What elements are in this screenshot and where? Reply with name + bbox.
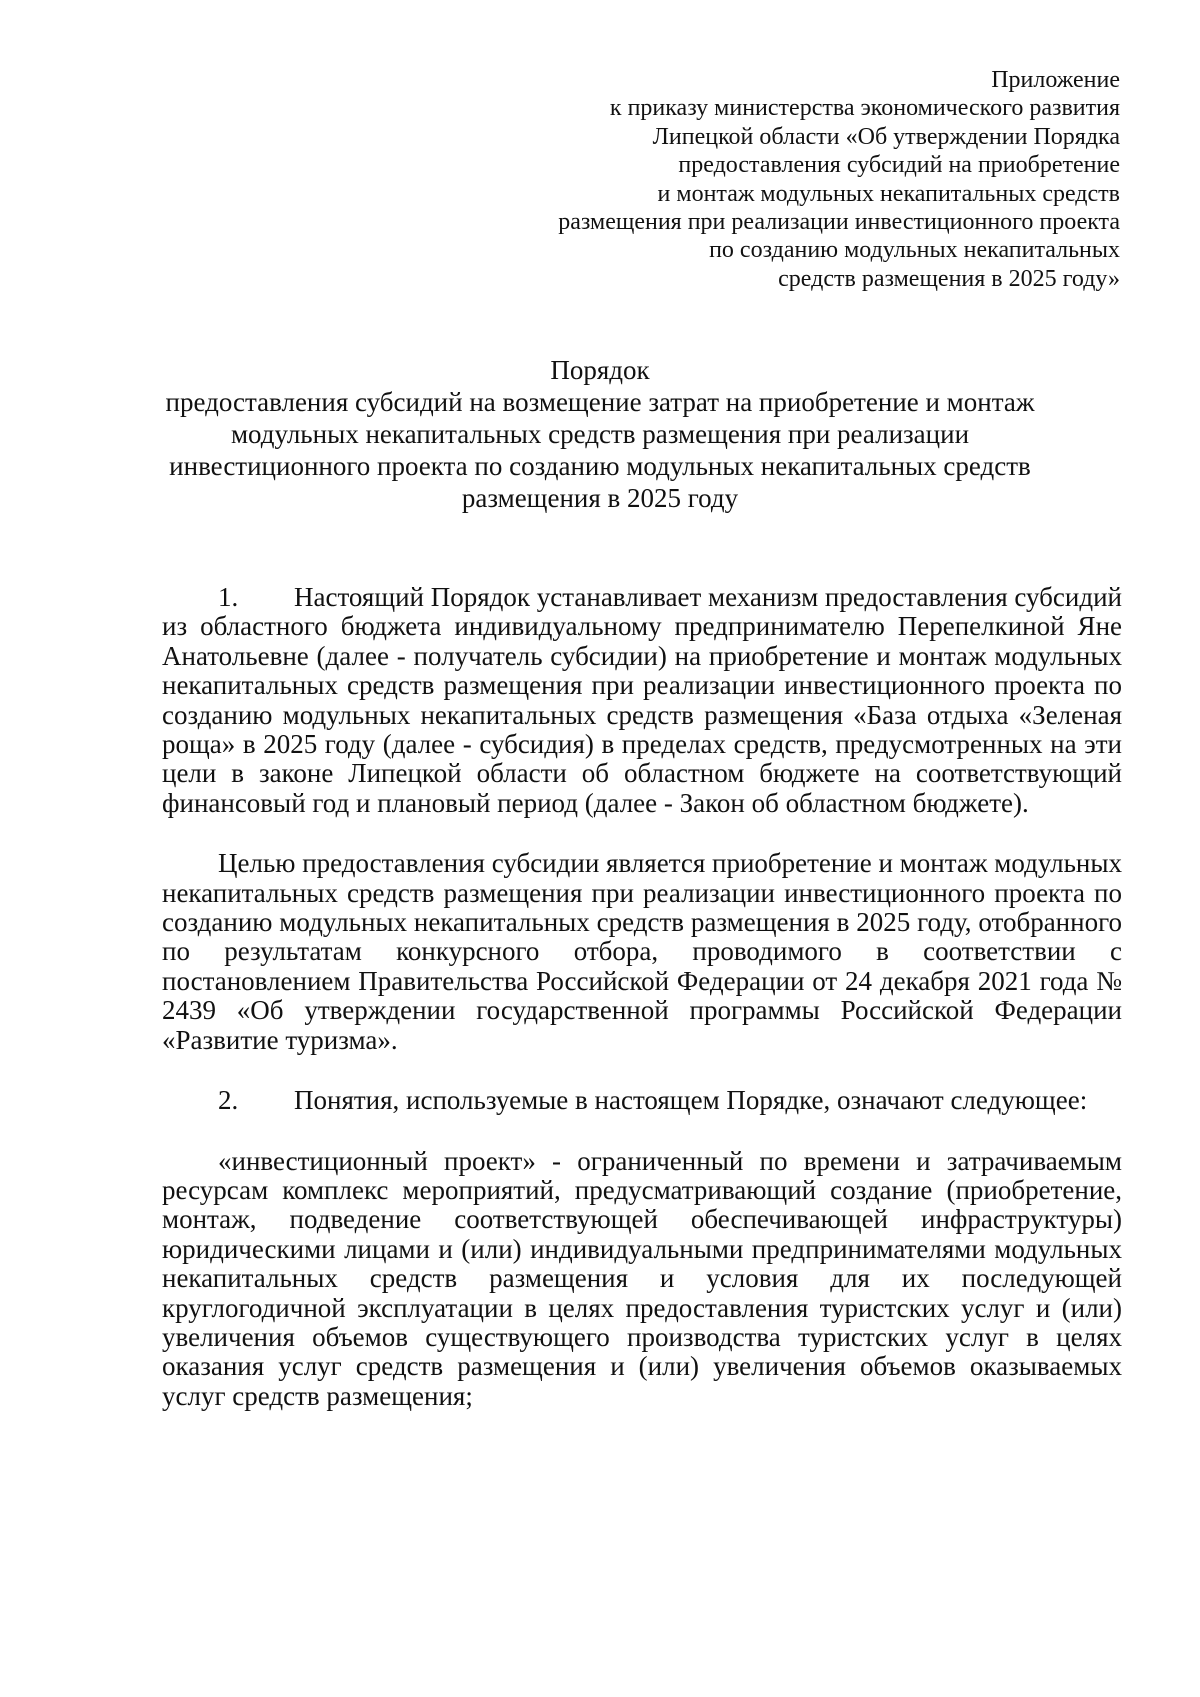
document-body <box>162 583 1122 1411</box>
title-main: Порядок <box>550 355 650 385</box>
appendix-line: предоставления субсидий на приобретение <box>678 152 1120 179</box>
appendix-line: Приложение <box>991 67 1120 93</box>
paragraph-1 <box>162 583 1122 818</box>
paragraph-text: Настоящий Порядок устанавливает механизм предоставления субсидий из областного бюджета индивидуальному предпринимателю Перепелкиной Яне Анатольевне (далее - получатель субсидии) на приобретение и монтаж модульных некапитальных средств размещения при реализации инвестиционного проекта по созданию модульных некапитальных средств размещения «База отдыха «Зеленая роща» в 2025 году (далее - субсидия) в пределах средств, предусмотренных на эти цели в законе Липецкой области об областном бюджете на соответствующий финансовый год и плановый период (далее - Закон об областном бюджете). <box>162 582 1122 818</box>
appendix-line: по созданию модульных некапитальных <box>709 237 1120 264</box>
paragraph-2 <box>162 1086 1122 1115</box>
appendix-line: к приказу министерства экономического развития <box>609 95 1120 122</box>
paragraph-number: 1. <box>218 582 239 612</box>
paragraph-definition <box>162 1147 1122 1412</box>
appendix-line: Липецкой области «Об утверждении Порядка <box>652 123 1120 150</box>
appendix-header <box>520 66 1120 293</box>
paragraph-text: Понятия, используемые в настоящем Порядке, означают следующее: <box>294 1085 1088 1116</box>
paragraph-number: 2. <box>218 1085 239 1116</box>
title-line: инвестиционного проекта по созданию модульных некапитальных средств <box>169 451 1031 481</box>
appendix-line: размещения при реализации инвестиционного проекта <box>558 209 1120 236</box>
document-title <box>150 354 1050 514</box>
title-line: предоставления субсидий на возмещение затрат на приобретение и монтаж <box>165 387 1035 417</box>
title-line: размещения в 2025 году <box>461 483 739 513</box>
title-line: модульных некапитальных средств размещения при реализации <box>230 419 970 449</box>
appendix-line: средств размещения в 2025 году» <box>778 265 1120 292</box>
paragraph-text: Целью предоставления субсидии является приобретение и монтаж модульных некапитальных средств размещения при реализации инвестиционного проекта по созданию модульных некапитальных средств размещения в 2025 году, отобранного по результатам конкурсного отбора, проводимого в соответствии с постановлением Правительства Российской Федерации от 24 декабря 2021 года № 2439 «Об утверждении государственной программы Российской Федерации «Развитие туризма». <box>162 848 1123 1055</box>
appendix-line: и монтаж модульных некапитальных средств <box>657 180 1120 207</box>
paragraph-goal <box>162 849 1122 1055</box>
paragraph-text: «инвестиционный проект» - ограниченный по времени и затрачиваемым ресурсам комплекс мероприятий, предусматривающий создание (приобретение, монтаж, подведение соответствующей обеспечивающей инфраструктуры) юридическими лицами и (или) индивидуальными предпринимателями модульных некапитальных средств размещения и условия для их последующей круглогодичной эксплуатации в целях предоставления туристских услуг и (или) увеличения объемов существующего производства туристских услуг в целях оказания услуг средств размещения и (или) увеличения объемов оказываемых услуг средств размещения; <box>162 1145 1122 1411</box>
